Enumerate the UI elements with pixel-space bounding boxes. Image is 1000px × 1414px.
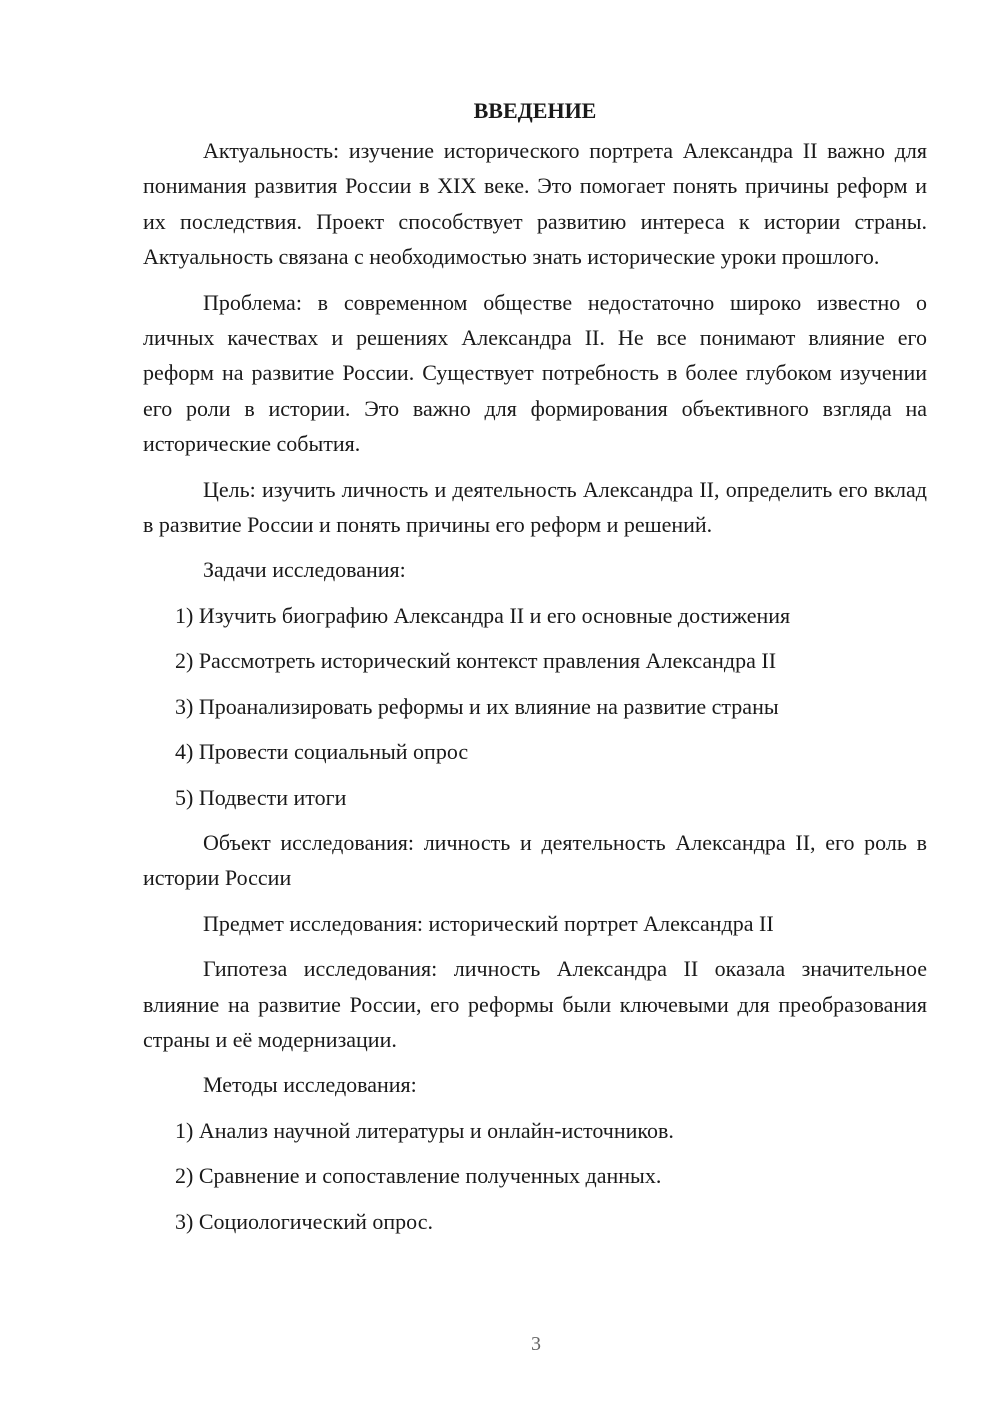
list-item: 2) Рассмотреть исторический контекст правления Александра II [175, 648, 777, 674]
methods-title: Методы исследования: [203, 1072, 417, 1098]
tasks-list [143, 598, 927, 815]
list-item: 4) Провести социальный опрос [175, 739, 469, 765]
goal-paragraph: Цель: изучить личность и деятельность Александра II, определить его вклад в развитие России и понять причины его реформ и решений. [143, 476, 927, 538]
page-number: 3 [531, 1333, 541, 1355]
hypothesis-paragraph: Гипотеза исследования: личность Александра II оказала значительное влияние на развитие России, его реформы были ключевыми для преобразования страны и её модернизации. [143, 956, 927, 1052]
document-page [143, 95, 927, 1249]
list-item: 3) Социологический опрос. [175, 1208, 433, 1234]
tasks-title: Задачи исследования: [203, 557, 406, 583]
object-paragraph: Объект исследования: личность и деятельность Александра II, его роль в истории России [143, 829, 927, 891]
problem-paragraph: Проблема: в современном обществе недостаточно широко известно о личных качествах и решениях Александра II. Не все понимают влияние его реформ на развитие России. Существует потребность в более глубоком изучении его роли в истории. Это важно для формирования объективного взгляда на исторические события. [143, 289, 927, 457]
list-item: 2) Сравнение и сопоставление полученных данных. [175, 1163, 662, 1189]
list-item: 5) Подвести итоги [175, 784, 347, 810]
list-item: 1) Анализ научной литературы и онлайн-источников. [175, 1117, 674, 1143]
subject-paragraph: Предмет исследования: исторический портрет Александра II [203, 910, 774, 936]
relevance-paragraph: Актуальность: изучение исторического портрета Александра II важно для понимания развития России в XIX веке. Это помогает понять причины реформ и их последствия. Проект способствует развитию интереса к истории страны. Актуальность связана с необходимостью знать исторические уроки прошлого. [143, 138, 927, 270]
page-title: ВВЕДЕНИЕ [473, 98, 597, 123]
list-item: 1) Изучить биографию Александра II и его основные достижения [175, 602, 791, 628]
list-item: 3) Проанализировать реформы и их влияние на развитие страны [175, 693, 779, 719]
methods-list [143, 1113, 927, 1239]
